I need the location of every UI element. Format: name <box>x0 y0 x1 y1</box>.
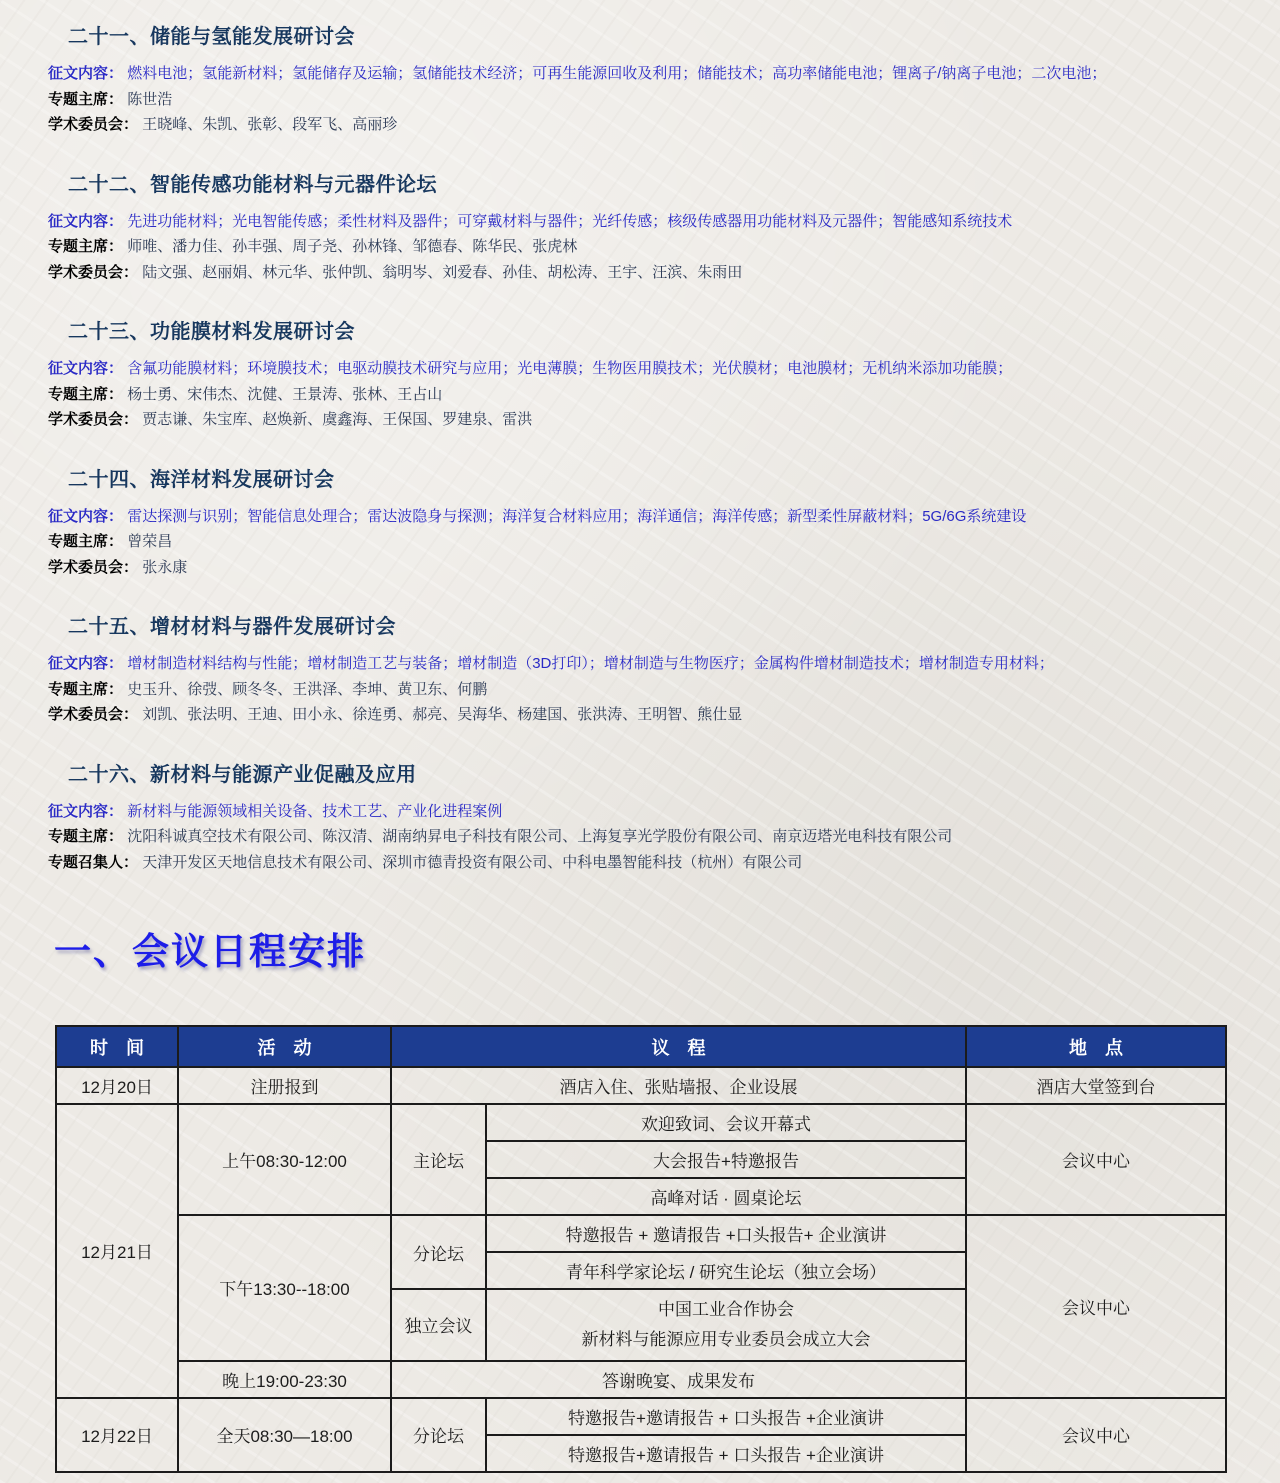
cfp-label: 征文内容： <box>48 212 124 230</box>
session-title: 二十五、增材材料与器件发展研讨会 <box>68 616 396 638</box>
cell-location: 酒店大堂签到台 <box>966 1067 1226 1104</box>
session-section-23 <box>48 315 1240 433</box>
chair-label: 专题主席： <box>48 680 124 698</box>
cell-agenda: 酒店入住、张贴墙报、企业设展 <box>391 1067 966 1104</box>
session-title: 二十三、功能膜材料发展研讨会 <box>68 321 355 343</box>
cfp-text: 燃料电池；氢能新材料；氢能储存及运输；氢储能技术经济；可再生能源回收及利用；储能技术；高功率储能电池；锂离子/钠离子电池；二次电池； <box>127 65 1107 82</box>
cfp-label: 征文内容： <box>48 655 124 672</box>
cell-location: 会议中心 <box>966 1398 1226 1472</box>
session-section-25 <box>48 610 1240 728</box>
cell-activity: 全天08:30—18:00 <box>178 1398 391 1472</box>
cell-agenda: 大会报告+特邀报告 <box>486 1141 966 1178</box>
cell-agenda: 高峰对话 · 圆桌论坛 <box>486 1178 966 1215</box>
chair-names: 沈阳科诚真空技术有限公司、陈汉清、湖南纳昇电子科技有限公司、上海复享光学股份有限公司、南京迈塔光电科技有限公司 <box>127 828 953 845</box>
committee-names: 王晓峰、朱凯、张彰、段军飞、高丽珍 <box>142 116 398 133</box>
cell-forum: 分论坛 <box>391 1215 486 1289</box>
schedule-header-row <box>56 1026 1226 1067</box>
session-title: 二十六、新材料与能源产业促融及应用 <box>68 763 417 786</box>
convener-label: 专题召集人： <box>48 853 139 871</box>
col-header-location: 地 点 <box>966 1026 1226 1067</box>
chair-names: 杨士勇、宋伟杰、沈健、王景涛、张林、王占山 <box>127 385 443 403</box>
cfp-text: 先进功能材料；光电智能传感；柔性材料及器件；可穿戴材料与器件；光纤传感；核级传感器用功能材料及元器件；智能感知系统技术 <box>127 212 1013 230</box>
cell-agenda <box>486 1289 966 1361</box>
cfp-text: 增材制造材料结构与性能；增材制造工艺与装备；增材制造（3D打印）；增材制造与生物医疗；金属构件增材制造技术；增材制造专用材料； <box>127 655 1054 672</box>
cfp-label: 征文内容： <box>48 65 124 82</box>
cfp-label: 征文内容： <box>48 507 124 525</box>
chair-label: 专题主席： <box>48 385 124 403</box>
committee-names: 陆文强、赵丽娟、林元华、张仲凯、翁明岑、刘爱春、孙佳、胡松涛、王宇、汪滨、朱雨田 <box>142 263 743 281</box>
cell-agenda: 特邀报告+邀请报告 + 口头报告 +企业演讲 <box>486 1398 966 1435</box>
cell-date: 12月20日 <box>56 1067 178 1104</box>
committee-names: 贾志谦、朱宝库、赵焕新、虞鑫海、王保国、罗建泉、雷洪 <box>142 411 533 428</box>
cell-forum: 独立会议 <box>391 1289 486 1361</box>
cell-agenda: 答谢晚宴、成果发布 <box>391 1361 966 1398</box>
table-row-day2-afternoon-1 <box>56 1215 1226 1252</box>
chair-names: 史玉升、徐弢、顾冬冬、王洪泽、李坤、黄卫东、何鹏 <box>127 680 488 698</box>
schedule-table <box>55 1025 1227 1473</box>
col-header-activity: 活 动 <box>178 1026 391 1067</box>
committee-label: 学术委员会： <box>48 263 139 281</box>
chair-label: 专题主席： <box>48 90 124 108</box>
session-title: 二十二、智能传感功能材料与元器件论坛 <box>68 173 437 196</box>
committee-names: 刘凯、张法明、王迪、田小永、徐连勇、郝亮、吴海华、杨建国、张洪涛、王明智、熊仕显 <box>142 706 743 723</box>
cell-activity: 晚上19:00-23:30 <box>178 1361 391 1398</box>
committee-label: 学术委员会： <box>48 558 139 576</box>
committee-label: 学术委员会： <box>48 411 139 428</box>
chair-names: 曾荣昌 <box>127 533 173 550</box>
agenda-line-2: 新材料与能源应用专业委员会成立大会 <box>581 1329 871 1349</box>
col-header-time: 时 间 <box>56 1026 178 1067</box>
cfp-text: 新材料与能源领域相关设备、技术工艺、产业化进程案例 <box>127 802 503 820</box>
convener-names: 天津开发区天地信息技术有限公司、深圳市德青投资有限公司、中科电墨智能科技（杭州）有限公司 <box>142 853 803 871</box>
chair-label: 专题主席： <box>48 828 124 845</box>
cfp-text: 雷达探测与识别；智能信息处理合；雷达波隐身与探测；海洋复合材料应用；海洋通信；海洋传感；新型柔性屏蔽材料；5G/6G系统建设 <box>127 507 1027 525</box>
table-row-day1 <box>56 1067 1226 1104</box>
session-section-22 <box>48 168 1240 286</box>
session-section-24 <box>48 463 1240 581</box>
committee-names: 张永康 <box>142 558 188 576</box>
chair-names: 师唯、潘力佳、孙丰强、周子尧、孙林锋、邹德春、陈华民、张虎林 <box>127 238 578 255</box>
col-header-agenda: 议 程 <box>391 1026 966 1067</box>
cell-forum: 分论坛 <box>391 1398 486 1472</box>
chair-label: 专题主席： <box>48 533 124 550</box>
cell-agenda: 特邀报告 + 邀请报告 +口头报告+ 企业演讲 <box>486 1215 966 1252</box>
session-section-21 <box>48 20 1240 138</box>
cell-location: 会议中心 <box>966 1215 1226 1398</box>
chair-label: 专题主席： <box>48 238 124 255</box>
cell-agenda: 特邀报告+邀请报告 + 口头报告 +企业演讲 <box>486 1435 966 1472</box>
cell-activity: 上午08:30-12:00 <box>178 1104 391 1215</box>
cell-agenda: 青年科学家论坛 / 研究生论坛（独立会场） <box>486 1252 966 1289</box>
schedule-heading: 一、会议日程安排 <box>54 931 366 972</box>
cell-date: 12月21日 <box>56 1104 178 1398</box>
cell-activity: 下午13:30--18:00 <box>178 1215 391 1361</box>
cell-agenda: 欢迎致词、会议开幕式 <box>486 1104 966 1141</box>
session-section-26 <box>48 758 1240 876</box>
table-row-day2-morning-1 <box>56 1104 1226 1141</box>
cell-forum: 主论坛 <box>391 1104 486 1215</box>
table-row-day3-1 <box>56 1398 1226 1435</box>
agenda-line-1: 中国工业合作协会 <box>658 1300 794 1319</box>
cfp-label: 征文内容： <box>48 360 124 377</box>
cell-date: 12月22日 <box>56 1398 178 1472</box>
cfp-label: 征文内容： <box>48 802 124 820</box>
committee-label: 学术委员会： <box>48 706 139 723</box>
cell-activity: 注册报到 <box>178 1067 391 1104</box>
session-title: 二十一、储能与氢能发展研讨会 <box>68 26 355 48</box>
cell-location: 会议中心 <box>966 1104 1226 1215</box>
committee-label: 学术委员会： <box>48 116 139 133</box>
chair-names: 陈世浩 <box>127 90 173 108</box>
session-title: 二十四、海洋材料发展研讨会 <box>68 468 335 491</box>
cfp-text: 含氟功能膜材料；环境膜技术；电驱动膜技术研究与应用；光电薄膜；生物医用膜技术；光伏膜材；电池膜材；无机纳米添加功能膜； <box>127 360 1013 377</box>
